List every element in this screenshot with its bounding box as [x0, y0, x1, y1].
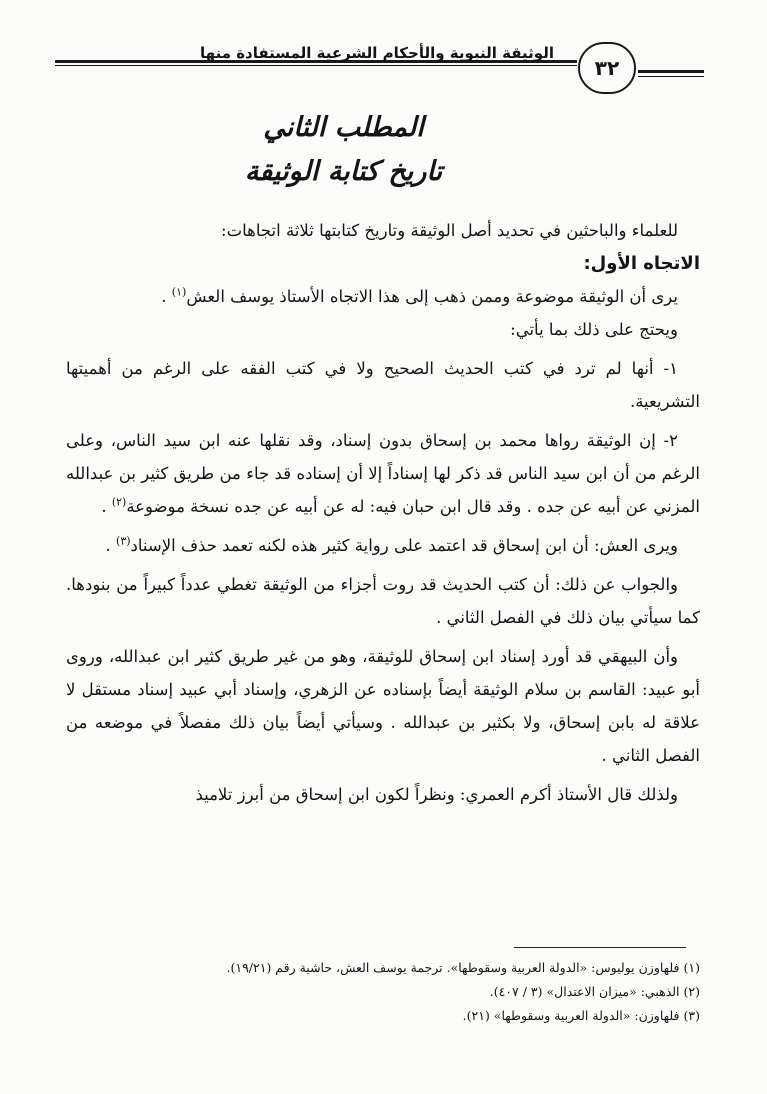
section-subtitle: تاريخ كتابة الوثيقة: [244, 156, 443, 187]
footnote-ref-2: (٢): [111, 495, 127, 509]
page-number: ٣٢: [578, 42, 636, 94]
paragraph-4-text: ٢- إن الوثيقة رواها محمد بن إسحاق بدون إسناد، وقد نقلها عنه ابن سيد الناس، وعلى الرغم من أن ابن سيد الناس قد ذكر لها إسناداً إلا أن إسناده قد جاء من طريق كثير بن عبدالله المزني عن أبيه عن جده . وقد قال ابن حبان فيه: له عن أبيه عن جده نسخة موضوعة: [66, 431, 700, 516]
body-text: [66, 214, 700, 811]
paragraph-8: ولذلك قال الأستاذ أكرم العمري: ونظراً لكون ابن إسحاق من أبرز تلاميذ: [195, 785, 678, 804]
footnote-1: (١) فلهاوزن يوليوس: «الدولة العربية وسقوطها». ترجمة يوسف العش، حاشية رقم (١٩/٢١).: [226, 960, 700, 975]
paragraph-6: والجواب عن ذلك: أن كتب الحديث قد روت أجزاء من الوثيقة تغطي عدداً كبيراً من بنودها. كما سيأتي بيان ذلك في الفصل الثاني .: [66, 575, 700, 627]
intro-paragraph: للعلماء والباحثين في تحديد أصل الوثيقة وتاريخ كتابتها ثلاثة اتجاهات:: [221, 221, 678, 240]
footnote-3: (٣) فلهاوزن: «الدولة العربية وسقوطها» (٢١).: [462, 1008, 700, 1023]
footnote-separator: [514, 947, 686, 948]
running-header-title: الوثيقة النبوية والأحكام الشرعية المستفادة منها: [200, 44, 554, 62]
paragraph-1-text: يرى أن الوثيقة موضوعة وممن ذهب إلى هذا الاتجاه الأستاذ يوسف العش: [186, 287, 678, 306]
footnote-ref-3: (٣): [116, 534, 131, 548]
footnote-2: (٢) الذهبي: «ميزان الاعتدال» (٣ / ٤٠٧).: [489, 984, 700, 999]
paragraph-5: [66, 529, 700, 562]
footnote-ref-1: (١): [171, 285, 187, 299]
paragraph-1: [66, 280, 700, 313]
header-rule-right-thin: [638, 76, 704, 77]
paragraph-4: [66, 424, 700, 523]
paragraph-5-text: ويرى العش: أن ابن إسحاق قد اعتمد على رواية كثير هذه لكنه تعمد حذف الإسناد: [130, 536, 678, 555]
paragraph-4-end: .: [101, 497, 112, 516]
footnotes: [66, 956, 700, 1028]
paragraph-2: ويحتج على ذلك بما يأتي:: [510, 320, 678, 339]
paragraph-3: ١- أنها لم ترد في كتب الحديث الصحيح ولا في كتب الفقه على الرغم من أهميتها التشريعية.: [66, 359, 700, 411]
paragraph-1-end: .: [161, 287, 172, 306]
header-rule-right: [638, 70, 704, 73]
header-rule-left-thin: [55, 65, 577, 66]
paragraph-5-end: .: [105, 536, 117, 555]
paragraph-7: وأن البيهقي قد أورد إسناد ابن إسحاق للوثيقة، وهو من غير طريق كثير ابن عبدالله، وروى أبو عبيد: القاسم بن سلام الوثيقة أيضاً بإسناده عن الزهري، وإسناد أبي عبيد إسناد مستقل لا علاقة له بابن إسحاق، ولا بكثير بن عبدالله . وسيأتي أيضاً بيان ذلك مفصلاً في موضعه من الفصل الثاني .: [66, 647, 700, 765]
section-heading: المطلب الثاني: [263, 112, 424, 143]
direction-title: الاتجاه الأول:: [583, 253, 700, 274]
